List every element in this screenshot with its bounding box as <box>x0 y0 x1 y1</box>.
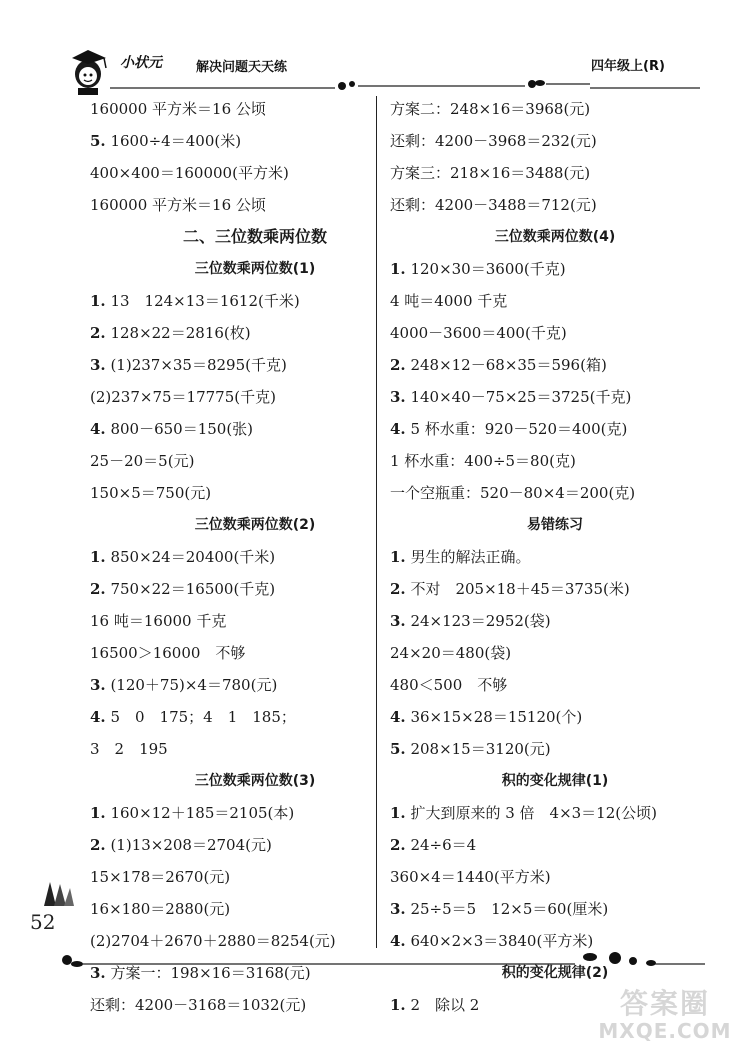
answer-text: 一个空瓶重：520－80×4＝200(克) <box>390 484 636 502</box>
answer-line <box>390 285 720 317</box>
answer-item <box>390 413 720 445</box>
item-number: 1. <box>390 260 406 278</box>
answer-text: 140×40－75×25＝3725(千克) <box>405 388 632 406</box>
item-number: 3. <box>90 356 106 374</box>
answer-item <box>390 349 720 381</box>
answer-text: 4 吨＝4000 千克 <box>390 292 508 310</box>
answer-text: 16500＞16000 不够 <box>90 644 246 662</box>
answer-text: 不对 205×18＋45＝3735(米) <box>405 580 630 598</box>
answer-item <box>90 829 420 861</box>
answer-line <box>90 893 420 925</box>
answer-item <box>390 893 720 925</box>
item-number: 4. <box>90 420 106 438</box>
answer-line <box>390 157 720 189</box>
watermark-line2: MXQE.COM <box>598 1019 732 1043</box>
header-rule-decoration <box>70 78 710 94</box>
answer-item <box>90 573 420 605</box>
answer-text: 128×22＝2816(枚) <box>105 324 251 342</box>
answer-line <box>390 861 720 893</box>
item-number: 3. <box>90 964 106 982</box>
answer-text: 480＜500 不够 <box>390 676 508 694</box>
page-corner-decoration <box>40 876 76 910</box>
answer-text: 208×15＝3120(元) <box>405 740 551 758</box>
answer-text: 24×123＝2952(袋) <box>405 612 551 630</box>
answer-item <box>390 541 720 573</box>
answer-line <box>90 733 420 765</box>
answer-line <box>390 445 720 477</box>
watermark <box>590 988 740 1044</box>
answer-text: 25－20＝5(元) <box>90 452 195 470</box>
answer-text: 24÷6＝4 <box>405 836 477 854</box>
answer-item <box>390 797 720 829</box>
answer-text: (2)2704＋2670＋2880＝8254(元) <box>90 932 336 950</box>
answer-line <box>390 669 720 701</box>
answer-item <box>390 573 720 605</box>
answer-item <box>90 669 420 701</box>
item-number: 2. <box>90 324 106 342</box>
answer-text: 120×30＝3600(千克) <box>405 260 566 278</box>
answer-line <box>90 157 420 189</box>
answer-text: 850×24＝20400(千米) <box>105 548 276 566</box>
section-heading: 三位数乘两位数(2) <box>194 517 316 533</box>
answer-text: 24×20＝480(袋) <box>390 644 512 662</box>
answer-text: 16 吨＝16000 千克 <box>90 612 227 630</box>
answer-text: 3 2 195 <box>90 740 168 758</box>
item-number: 4. <box>390 708 406 726</box>
item-number: 2. <box>390 836 406 854</box>
grade-label: 四年级上(R) <box>591 59 665 74</box>
answer-text: 还剩：4200－3968＝232(元) <box>390 132 597 150</box>
item-number: 3. <box>390 612 406 630</box>
answer-text: (1)237×35＝8295(千克) <box>105 356 287 374</box>
section-heading: 积的变化规律(1) <box>501 773 609 789</box>
page-header <box>0 0 750 95</box>
answer-item <box>90 701 420 733</box>
answer-text: 方案二：248×16＝3968(元) <box>390 100 591 118</box>
item-number: 1. <box>390 548 406 566</box>
answer-text: 方案三：218×16＝3488(元) <box>390 164 591 182</box>
answer-text: (1)13×208＝2704(元) <box>105 836 272 854</box>
answer-text: 160000 平方米＝16 公顷 <box>90 196 266 214</box>
answer-line <box>90 605 420 637</box>
answer-item <box>390 253 720 285</box>
answer-line <box>90 477 420 509</box>
answer-line <box>390 93 720 125</box>
item-number: 5. <box>90 132 106 150</box>
answer-column-left <box>90 93 420 1021</box>
item-number: 1. <box>90 548 106 566</box>
item-number: 1. <box>90 804 106 822</box>
answer-item <box>90 797 420 829</box>
item-number: 2. <box>390 580 406 598</box>
item-number: 2. <box>390 356 406 374</box>
answer-text: 248×12－68×35＝596(箱) <box>405 356 607 374</box>
answer-line <box>90 445 420 477</box>
section-heading: 三位数乘两位数(3) <box>194 773 316 789</box>
item-number: 1. <box>390 804 406 822</box>
item-number: 4. <box>90 708 106 726</box>
answer-line <box>90 861 420 893</box>
answer-line <box>90 93 420 125</box>
answer-column-right <box>390 93 720 1021</box>
logo-text: 小状元 <box>120 55 162 71</box>
answer-text: (120＋75)×4＝780(元) <box>105 676 278 694</box>
answer-text: 640×2×3＝3840(平方米) <box>405 932 594 950</box>
answer-line <box>90 381 420 413</box>
answer-text: 5 杯水重：920－520＝400(克) <box>405 420 628 438</box>
answer-text: 还剩：4200－3168＝1032(元) <box>90 996 307 1014</box>
answer-text: 扩大到原来的 3 倍 4×3＝12(公顷) <box>405 804 657 822</box>
answer-line <box>90 989 420 1021</box>
answer-line <box>390 637 720 669</box>
item-number: 1. <box>90 292 106 310</box>
answer-text: 36×15×28＝15120(个) <box>405 708 583 726</box>
answer-line <box>390 125 720 157</box>
answer-text: 1600÷4＝400(米) <box>105 132 242 150</box>
item-number: 3. <box>90 676 106 694</box>
answer-text: 15×178＝2670(元) <box>90 868 231 886</box>
footer-rule-decoration <box>55 952 715 976</box>
item-number: 4. <box>390 420 406 438</box>
answer-text: 方案一：198×16＝3168(元) <box>105 964 311 982</box>
chapter-heading: 二、三位数乘两位数 <box>182 227 327 246</box>
answer-text: 160000 平方米＝16 公顷 <box>90 100 266 118</box>
series-title: 解决问题天天练 <box>196 60 288 75</box>
answer-item <box>390 605 720 637</box>
answer-text: 13 124×13＝1612(千米) <box>105 292 300 310</box>
answer-item <box>90 541 420 573</box>
answer-text: 160×12＋185＝2105(本) <box>105 804 295 822</box>
answer-text: 800－650＝150(张) <box>105 420 254 438</box>
answer-text: 还剩：4200－3488＝712(元) <box>390 196 597 214</box>
answer-text: 4000－3600＝400(千克) <box>390 324 567 342</box>
section-heading: 积的变化规律(2) <box>501 965 609 981</box>
answer-text: 750×22＝16500(千克) <box>105 580 276 598</box>
answer-text: 25÷5＝5 12×5＝60(厘米) <box>405 900 609 918</box>
answer-item <box>90 285 420 317</box>
answer-line <box>390 317 720 349</box>
item-number: 4. <box>390 932 406 950</box>
answer-item <box>390 733 720 765</box>
answer-line <box>390 189 720 221</box>
answer-text: 5 0 175；4 1 185； <box>105 708 296 726</box>
answer-text: 360×4＝1440(平方米) <box>390 868 551 886</box>
item-number: 2. <box>90 580 106 598</box>
answer-item <box>390 701 720 733</box>
section-heading: 三位数乘两位数(4) <box>494 229 616 245</box>
answer-text: (2)237×75＝17775(千克) <box>90 388 276 406</box>
answer-item <box>390 829 720 861</box>
answer-text: 400×400＝160000(平方米) <box>90 164 289 182</box>
item-number: 5. <box>390 740 406 758</box>
answer-item <box>390 381 720 413</box>
answer-text: 男生的解法正确。 <box>405 548 531 566</box>
item-number: 1. <box>390 996 406 1014</box>
answer-item <box>90 413 420 445</box>
item-number: 2. <box>90 836 106 854</box>
page-number: 52 <box>30 910 56 934</box>
answer-item <box>90 317 420 349</box>
answer-line <box>390 477 720 509</box>
answer-line <box>90 637 420 669</box>
answer-item <box>90 125 420 157</box>
section-heading: 三位数乘两位数(1) <box>194 261 316 277</box>
answer-text: 1 杯水重：400÷5＝80(克) <box>390 452 576 470</box>
answer-text: 16×180＝2880(元) <box>90 900 231 918</box>
answer-text: 2 除以 2 <box>405 996 480 1014</box>
answer-text: 150×5＝750(元) <box>90 484 212 502</box>
item-number: 3. <box>390 388 406 406</box>
item-number: 3. <box>390 900 406 918</box>
answer-item <box>90 349 420 381</box>
section-heading: 易错练习 <box>527 517 583 533</box>
watermark-line1: 答案圈 <box>619 987 710 1020</box>
answer-line <box>90 189 420 221</box>
